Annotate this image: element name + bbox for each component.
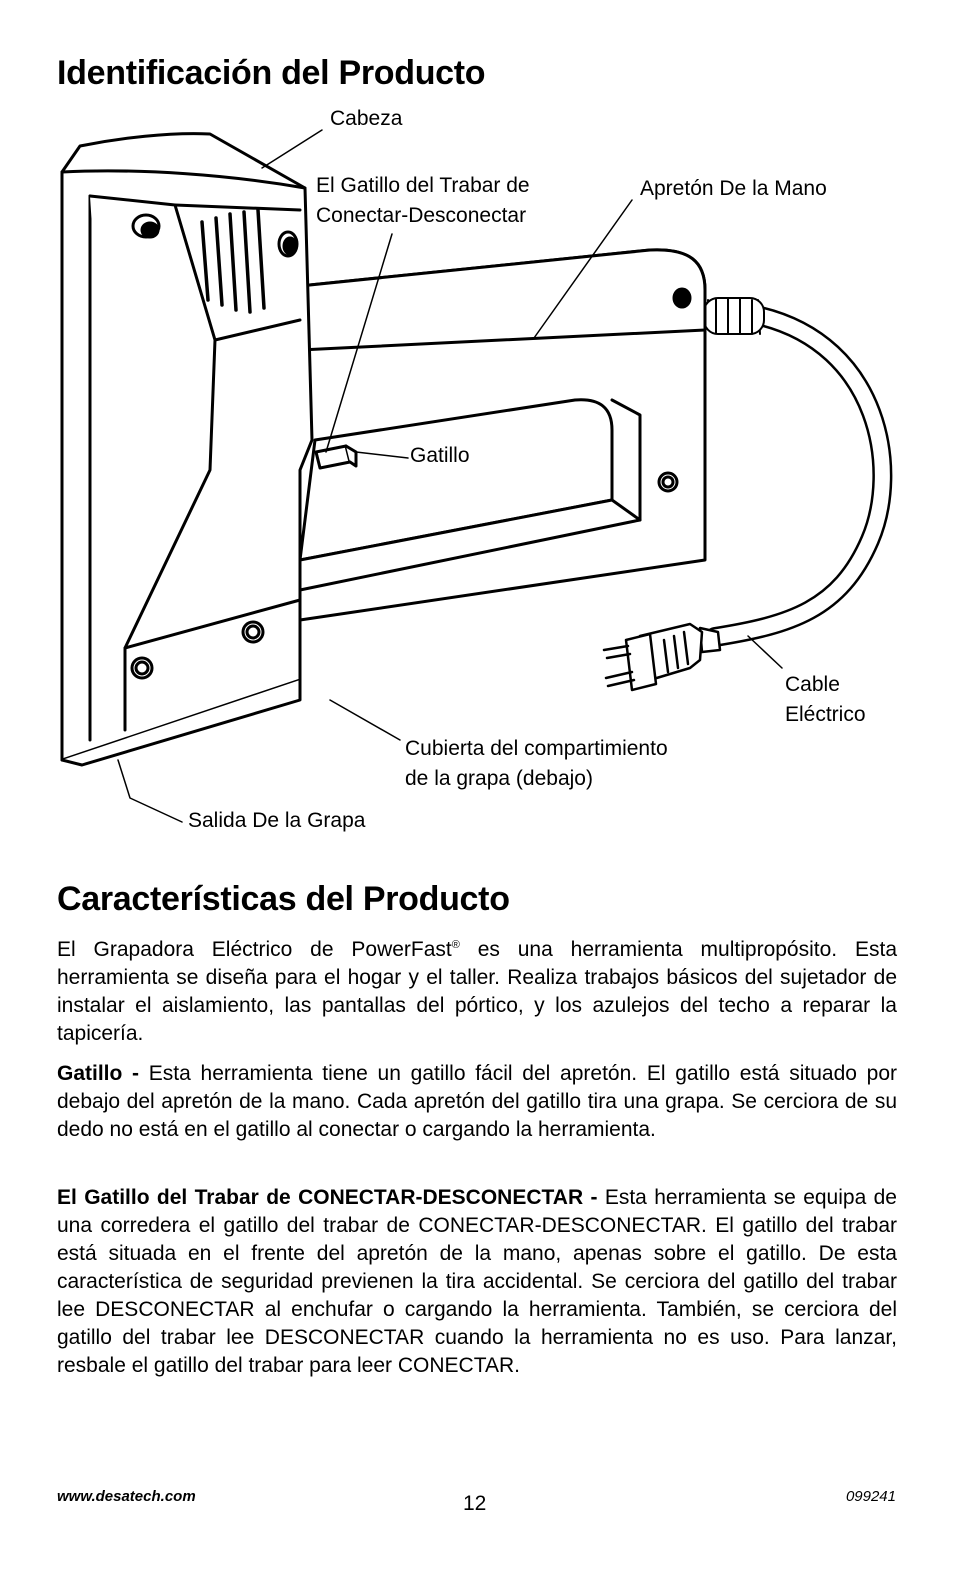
- label-cover-line1: Cubierta del compartimiento: [405, 737, 668, 760]
- lock-text: Esta herramienta se equipa de una corredera el gatillo del trabar de CONECTAR-DESCONECTAR. El gatillo del trabar está situada en el frente del apretón de la mano, apenas sobre el gatillo. De esta característica de seguridad previenen la tira accidental. Se cerciora del gatillo del trabar lee DESCONECTAR al enchufar o cargando la herramienta. También, se cerciora del gatillo del trabar lee DESCONECTAR cuando la herramienta no es uso. Para lanzar, resbale el gatillo del trabar para leer CONECTAR.: [57, 1186, 897, 1377]
- footer-doc-code: 099241: [845, 1488, 896, 1505]
- lock-paragraph: [57, 1184, 897, 1380]
- intro-paragraph: [57, 936, 897, 1048]
- intro-after: es una herramienta multipropósito. Esta herramienta se diseña para el hogar y el taller. Realiza trabajos básicos del sujetador de instalar el aislamiento, las pantallas del pórtico, y los azulejos del techo a reparar la tapicería.: [57, 938, 897, 1045]
- label-cable-line1: Cable: [785, 673, 840, 696]
- label-cable-line2: Eléctrico: [785, 703, 866, 726]
- label-lock-trigger-line1: El Gatillo del Trabar de: [316, 174, 530, 197]
- label-trigger: Gatillo: [410, 444, 470, 467]
- trigger-text: Esta herramienta tiene un gatillo fácil del apretón. El gatillo está situado por debajo del apretón de la mano. Cada apretón del gatillo tira una grapa. Se cerciora de su dedo no está en el gatillo al conectar o cargando la herramienta.: [57, 1062, 897, 1141]
- registered-mark: ®: [451, 939, 460, 951]
- footer-website: www.desatech.com: [57, 1488, 196, 1505]
- label-staple-exit: Salida De la Grapa: [188, 809, 366, 832]
- intro-before: El Grapadora Eléctrico de PowerFast: [57, 938, 452, 961]
- label-lock-trigger-line2: Conectar-Desconectar: [316, 204, 527, 227]
- identification-title: Identificación del Producto: [57, 54, 486, 92]
- label-head: Cabeza: [330, 107, 403, 130]
- footer-page-number: 12: [463, 1492, 487, 1515]
- lock-heading: El Gatillo del Trabar de CONECTAR-DESCONECTAR -: [57, 1186, 605, 1209]
- label-cover-line2: de la grapa (debajo): [405, 767, 593, 790]
- trigger-heading: Gatillo -: [57, 1062, 149, 1085]
- label-hand-grip: Apretón De la Mano: [640, 177, 827, 200]
- trigger-paragraph: [57, 1060, 897, 1144]
- features-title: Características del Producto: [57, 880, 510, 918]
